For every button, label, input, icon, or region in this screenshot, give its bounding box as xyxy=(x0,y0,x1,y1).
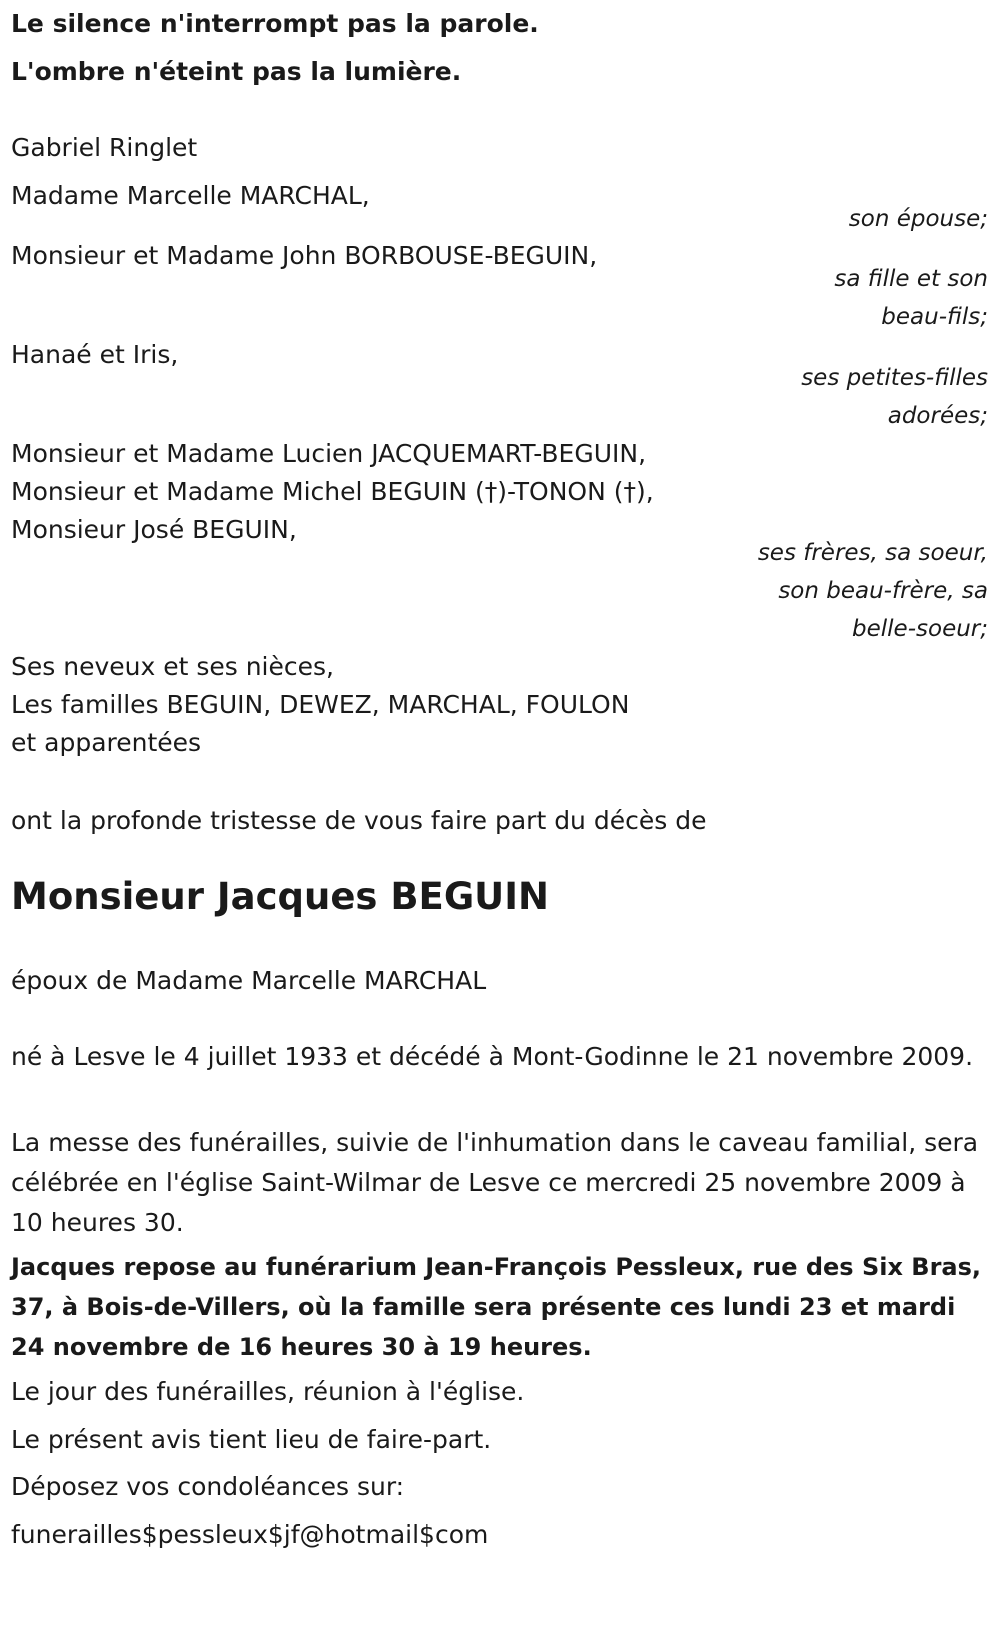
family-sibling-2: Monsieur et Madame Michel BEGUIN (†)-TONON (†), xyxy=(11,477,654,506)
daughter-role-line-2: beau-fils; xyxy=(881,304,988,330)
family-sibling-1: Monsieur et Madame Lucien JACQUEMART-BEGUIN, xyxy=(11,439,647,468)
quote-line-2: L'ombre n'éteint pas la lumière. xyxy=(11,57,462,86)
siblings-role-line-3: belle-soeur; xyxy=(852,616,988,642)
family-families: Les familles BEGUIN, DEWEZ, MARCHAL, FOULON xyxy=(11,690,630,719)
siblings-role-line-1: ses frères, sa soeur, xyxy=(757,540,988,566)
announcement-text: ont la profonde tristesse de vous faire part du décès de xyxy=(11,806,707,835)
siblings-role-line-2: son beau-frère, sa xyxy=(778,578,988,604)
family-relatives: et apparentées xyxy=(11,728,202,757)
spouse-of: époux de Madame Marcelle MARCHAL xyxy=(11,966,487,995)
family-grandchildren: Hanaé et Iris, xyxy=(11,340,179,369)
quote-author: Gabriel Ringlet xyxy=(11,133,198,162)
daughter-role-line-1: sa fille et son xyxy=(834,266,988,292)
condolences-address: funerailles$pessleux$jf@hotmail$com xyxy=(11,1520,489,1549)
grandchildren-role-line-2: adorées; xyxy=(887,403,988,429)
meeting-text: Le jour des funérailles, réunion à l'église. xyxy=(11,1377,525,1406)
notice-text: Le présent avis tient lieu de faire-part. xyxy=(11,1425,492,1454)
condolences-label: Déposez vos condoléances sur: xyxy=(11,1472,405,1501)
funeral-mass-paragraph: La messe des funérailles, suivie de l'inhumation dans le caveau familial, sera célébrée en l'église Saint-Wilmar de Lesve ce mercredi 25 novembre 2009 à 10 heures 30. xyxy=(11,1128,979,1237)
family-sibling-3: Monsieur José BEGUIN, xyxy=(11,515,297,544)
viewing-paragraph: Jacques repose au funérarium Jean-François Pessleux, rue des Six Bras, 37, à Bois-de-Villers, où la famille sera présente ces lundi 23 et mardi 24 novembre de 16 heures 30 à 19 heures. xyxy=(11,1253,982,1361)
family-spouse: Madame Marcelle MARCHAL, xyxy=(11,181,370,210)
quote-line-1: Le silence n'interrompt pas la parole. xyxy=(11,9,539,38)
deceased-name: Monsieur Jacques BEGUIN xyxy=(11,875,549,918)
family-daughter: Monsieur et Madame John BORBOUSE-BEGUIN, xyxy=(11,241,598,270)
birth-death-paragraph: né à Lesve le 4 juillet 1933 et décédé à Mont-Godinne le 21 novembre 2009. xyxy=(11,1042,974,1071)
spouse-role: son épouse; xyxy=(848,206,988,232)
family-nephews: Ses neveux et ses nièces, xyxy=(11,652,334,681)
grandchildren-role-line-1: ses petites-filles xyxy=(801,365,988,391)
